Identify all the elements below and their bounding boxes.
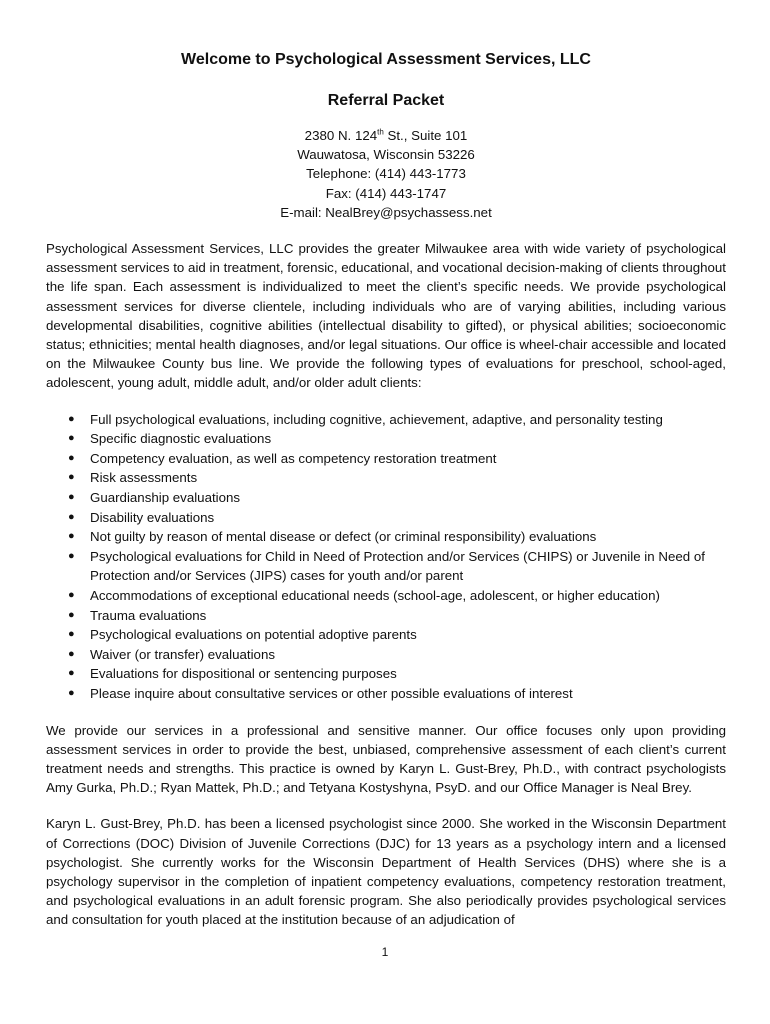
page-number: 1 bbox=[381, 945, 389, 959]
service-list-item bbox=[46, 586, 726, 606]
service-text: Psychological evaluations for Child in Need of Protection and/or Services (CHIPS) or Juvenile in Need of Protection and/or Services (JIPS) cases for youth and/or parent bbox=[90, 548, 705, 584]
bullet-icon: ● bbox=[68, 686, 75, 699]
bullet-icon: ● bbox=[68, 647, 75, 660]
service-text: Full psychological evaluations, including cognitive, achievement, adaptive, and personality testing bbox=[90, 411, 663, 427]
service-text: Trauma evaluations bbox=[90, 607, 207, 623]
bullet-icon: ● bbox=[68, 471, 75, 484]
bullet-icon: ● bbox=[68, 451, 75, 464]
service-text: Accommodations of exceptional educational needs (school-age, adolescent, or higher education) bbox=[90, 587, 660, 603]
telephone-line: Telephone: (414) 443-1773 bbox=[306, 166, 466, 182]
service-text: Evaluations for dispositional or sentencing purposes bbox=[90, 666, 397, 682]
service-list-item bbox=[46, 468, 726, 488]
service-text: Disability evaluations bbox=[90, 509, 215, 525]
page-subtitle: Referral Packet bbox=[327, 92, 445, 109]
document-page bbox=[46, 48, 726, 930]
services-paragraph: We provide our services in a professional and sensitive manner. Our office focuses only upon providing assessment services in order to provide the best, unbiased, comprehensive assessment of each client’s current treatment needs and strengths. This practice is owned by Karyn L. Gust-Brey, Ph.D., with contract psychologists Amy Gurka, Ph.D.; Ryan Mattek, Ph.D.; and Tetyana Kostyshyna, PsyD. and our Office Manager is Neal Brey. bbox=[46, 722, 726, 796]
service-text: Guardianship evaluations bbox=[90, 490, 241, 506]
services-list bbox=[46, 410, 726, 704]
email-line: E-mail: NealBrey@psychassess.net bbox=[280, 204, 492, 220]
service-text: Specific diagnostic evaluations bbox=[90, 431, 272, 447]
service-list-item bbox=[46, 410, 726, 430]
intro-paragraph: Psychological Assessment Services, LLC provides the greater Milwaukee area with wide variety of psychological assessment services to aid in treatment, forensic, educational, and vocational decision-making of clients throughout the life span. Each assessment is individualized to meet the client’s specific needs. We provide psychological assessment services for diverse clientele, including individuals who are of varying abilities, including various developmental disabilities, cognitive abilities (intellectual disability to gifted), or physical abilities; socioeconomic status; ethnicities; mental health diagnoses, and/or legal situations. Our office is wheel-chair accessible and located on the Milwaukee County bus line. We provide the following types of evaluations for preschool, school-aged, adolescent, young adult, middle adult, and/or older adult clients: bbox=[46, 241, 726, 391]
city-line: Wauwatosa, Wisconsin 53226 bbox=[297, 147, 475, 163]
bullet-icon: ● bbox=[68, 628, 75, 641]
service-list-item bbox=[46, 664, 726, 684]
service-list-item bbox=[46, 547, 726, 586]
bullet-icon: ● bbox=[68, 412, 75, 425]
bio-paragraph: Karyn L. Gust-Brey, Ph.D. has been a licensed psychologist since 2000. She worked in the Wisconsin Department of Corrections (DOC) Division of Juvenile Corrections (DJC) for 13 years as a psychology intern and a licensed psychologist. She currently works for the Wisconsin Department of Health Services (DHS) where she is a psychology supervisor in the completion of inpatient competency evaluations, competency restoration treatment, and psychological evaluations in an adult forensic program. She also periodically provides psychological services and consultation for youth placed at the institution because of an adjudication of bbox=[46, 816, 726, 928]
service-text: Not guilty by reason of mental disease or defect (or criminal responsibility) evaluations bbox=[90, 529, 597, 545]
service-text: Psychological evaluations on potential adoptive parents bbox=[90, 627, 417, 643]
service-list-item bbox=[46, 606, 726, 626]
bullet-icon: ● bbox=[68, 491, 75, 504]
service-list-item bbox=[46, 508, 726, 528]
fax-line: Fax: (414) 443-1747 bbox=[325, 185, 447, 201]
street-address: 2380 N. 124th St., Suite 101 bbox=[304, 127, 468, 143]
service-text: Competency evaluation, as well as competency restoration treatment bbox=[90, 450, 497, 466]
service-list-item bbox=[46, 645, 726, 665]
bullet-icon: ● bbox=[68, 588, 75, 601]
service-text: Please inquire about consultative services or other possible evaluations of interest bbox=[90, 685, 573, 701]
service-list-item bbox=[46, 429, 726, 449]
bullet-icon: ● bbox=[68, 530, 75, 543]
bullet-icon: ● bbox=[68, 608, 75, 621]
bullet-icon: ● bbox=[68, 667, 75, 680]
service-text: Waiver (or transfer) evaluations bbox=[90, 646, 275, 662]
service-list-item bbox=[46, 684, 726, 704]
contact-block bbox=[46, 126, 726, 222]
bullet-icon: ● bbox=[68, 510, 75, 523]
bullet-icon: ● bbox=[68, 432, 75, 445]
service-list-item bbox=[46, 488, 726, 508]
bullet-icon: ● bbox=[68, 549, 75, 562]
service-text: Risk assessments bbox=[90, 470, 198, 486]
service-list-item bbox=[46, 527, 726, 547]
page-title: Welcome to Psychological Assessment Services, LLC bbox=[181, 51, 591, 68]
service-list-item bbox=[46, 449, 726, 469]
service-list-item bbox=[46, 625, 726, 645]
